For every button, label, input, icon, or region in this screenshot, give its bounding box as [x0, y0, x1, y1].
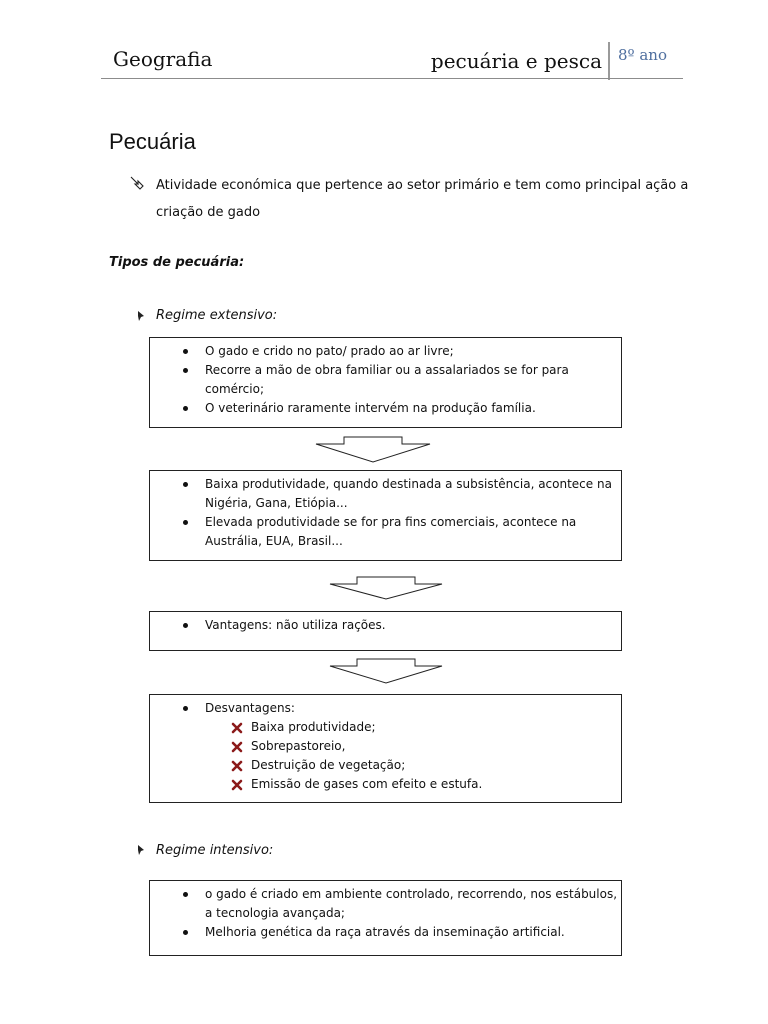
bullet-icon — [183, 892, 188, 897]
list-item: Baixa produtividade; — [251, 718, 621, 737]
list-item: Vantagens: não utiliza rações. — [150, 616, 621, 635]
regime-extensivo-heading: Regime extensivo: — [156, 308, 278, 323]
list-item: O gado e crido no pato/ prado ao ar livre; — [150, 342, 621, 361]
x-mark-icon — [231, 779, 243, 791]
header-rule — [101, 78, 683, 79]
regime-intensivo-heading: Regime intensivo: — [156, 843, 274, 858]
x-mark-icon — [231, 722, 243, 734]
bullet-icon — [183, 706, 188, 711]
box-extensivo-disadvantages — [149, 694, 622, 803]
list-item: Sobrepastoreio, — [251, 737, 621, 756]
header-topic: pecuária e pesca — [430, 49, 602, 73]
pushpin-icon — [135, 844, 147, 856]
list-item: Baixa produtividade, quando destinada a subsistência, acontece na Nigéria, Gana, Etiópia... — [150, 475, 621, 513]
hand-pointer-icon — [129, 175, 145, 191]
bullet-icon — [183, 406, 188, 411]
page-title: Pecuária — [109, 129, 196, 154]
list-item: Desvantagens: — [150, 699, 621, 718]
pushpin-icon — [135, 310, 147, 322]
tipos-heading: Tipos de pecuária: — [109, 255, 245, 270]
down-arrow-icon — [329, 658, 443, 684]
down-arrow-icon — [315, 436, 431, 463]
list-item: Melhoria genética da raça através da inseminação artificial. — [150, 923, 621, 942]
list-item: o gado é criado em ambiente controlado, recorrendo, nos estábulos, a tecnologia avançada; — [150, 885, 621, 923]
box-extensivo-productivity — [149, 470, 622, 561]
x-mark-icon — [231, 741, 243, 753]
x-mark-icon — [231, 760, 243, 772]
box-intensivo-characteristics — [149, 880, 622, 956]
bullet-icon — [183, 623, 188, 628]
down-arrow-icon — [329, 576, 443, 600]
list-item: Emissão de gases com efeito e estufa. — [251, 775, 621, 794]
list-item: Elevada produtividade se for pra fins comerciais, acontece na Austrália, EUA, Brasil... — [150, 513, 621, 551]
box-extensivo-advantages — [149, 611, 622, 651]
bullet-icon — [183, 482, 188, 487]
list-item: Recorre a mão de obra familiar ou a assalariados se for para comércio; — [150, 361, 621, 399]
bullet-icon — [183, 349, 188, 354]
header-subject: Geografia — [113, 47, 213, 71]
bullet-icon — [183, 520, 188, 525]
header-grade: 8º ano — [618, 46, 667, 64]
bullet-icon — [183, 930, 188, 935]
intro-text: Atividade económica que pertence ao setor primário e tem como principal ação a criação de gado — [156, 178, 689, 220]
header-divider-vertical — [608, 42, 610, 80]
list-item: Destruição de vegetação; — [251, 756, 621, 775]
bullet-icon — [183, 368, 188, 373]
box-extensivo-characteristics — [149, 337, 622, 428]
list-item: O veterinário raramente intervém na produção família. — [150, 399, 621, 418]
